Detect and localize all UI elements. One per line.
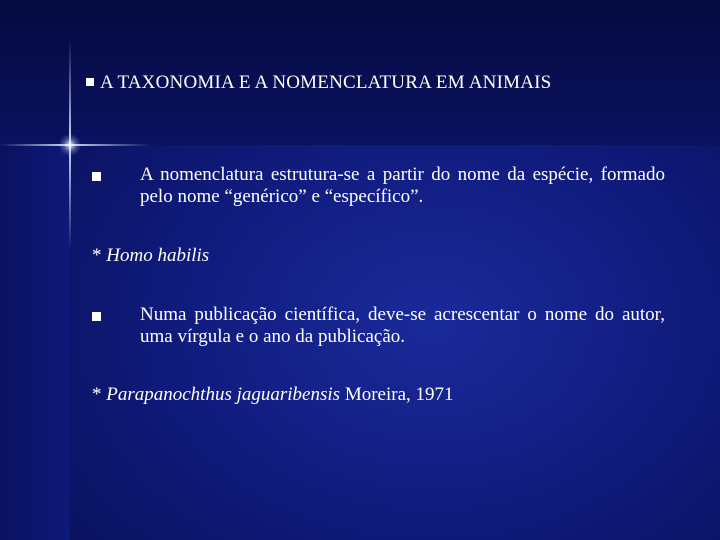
example-homo-habilis	[92, 245, 209, 267]
square-bullet-icon	[86, 78, 94, 86]
example-prefix: *	[92, 384, 107, 405]
bullet-point-2: Numa publicação científica, deve-se acrescentar o nome do autor, uma vírgula e o ano da publicação.	[140, 304, 665, 347]
star-sparkle-icon	[58, 134, 82, 156]
species-name: Parapanochthus jaguaribensis	[106, 384, 341, 405]
slide-title-text: A TAXONOMIA E A NOMENCLATURA EM ANIMAIS	[100, 72, 552, 93]
author-year: Moreira, 1971	[340, 384, 454, 405]
example-parapanochthus	[92, 384, 454, 406]
example-prefix: *	[92, 245, 107, 266]
square-bullet-icon	[92, 312, 101, 321]
left-band	[0, 145, 70, 540]
slide-title	[86, 72, 551, 94]
square-bullet-icon	[92, 172, 101, 181]
bullet-point-1: A nomenclatura estrutura-se a partir do nome da espécie, formado pelo nome “genérico” e “específico”.	[140, 164, 665, 207]
species-name: Homo habilis	[106, 245, 210, 266]
